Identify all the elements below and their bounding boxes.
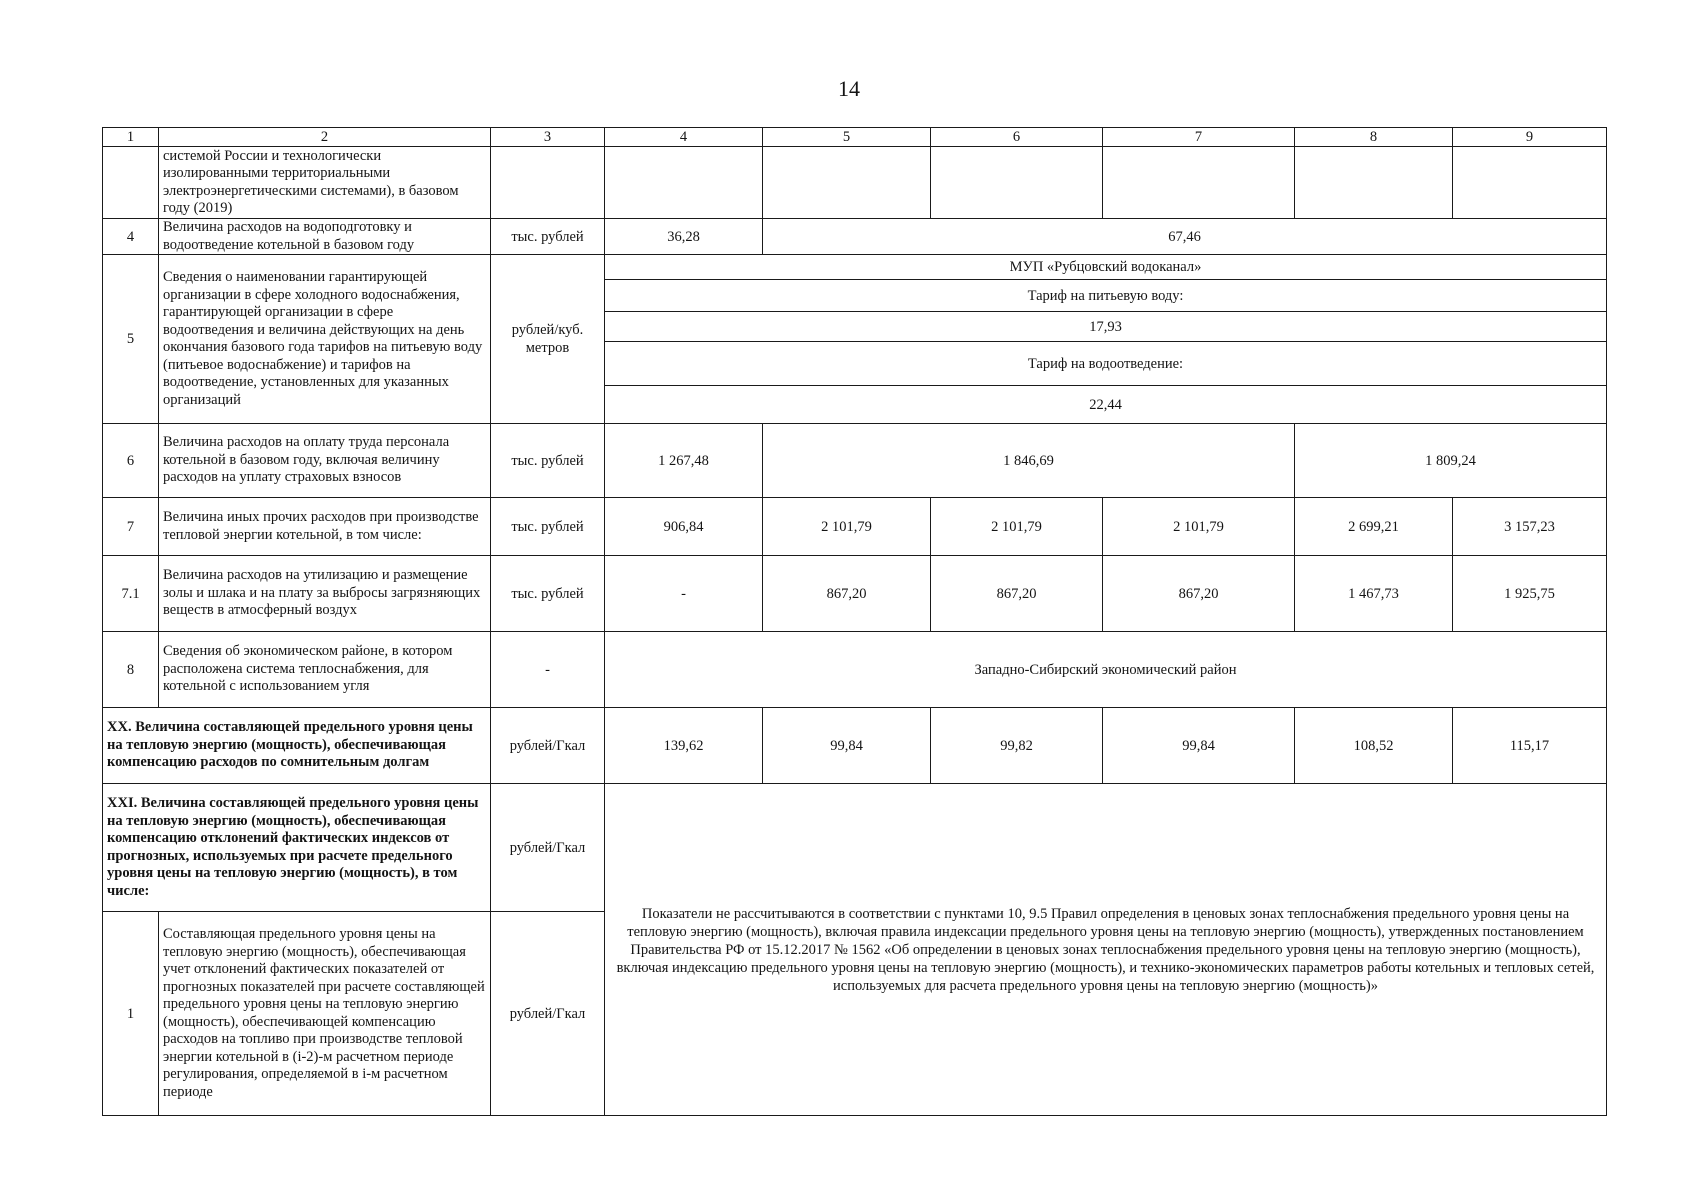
table-row-7-1 [103, 556, 1607, 632]
sewer-tariff-value: 22,44 [605, 386, 1607, 424]
header-cell: 1 [103, 128, 159, 147]
not-calculated-note: Показатели не рассчитываются в соответствии с пунктами 10, 9.5 Правил определения в ценовых зонах теплоснабжения предельного уровня цены на тепловую энергию (мощность), включая правила индексации предельного уровня цены на тепловую энергию (мощность), утвержденных постановлением Правительства РФ от 15.12.2017 № 1562 «Об определении в ценовых зонах теплоснабжения предельного уровня цены на тепловую энергию (мощность), включая индексацию предельного уровня цены на тепловую энергию (мощность), и технико-экономических параметров работы котельных и тепловых сетей, используемых для расчета предельного уровня цены на тепловую энергию (мощность)» [605, 784, 1607, 1116]
row-unit: тыс. рублей [491, 498, 605, 556]
row-unit: рублей/Гкал [491, 784, 605, 912]
row-label: системой России и технологически изолированными территориальными электроэнергетическими системами), в базовом году (2019) [159, 147, 491, 219]
row-label: Сведения об экономическом районе, в котором расположена система теплоснабжения, для котельной с использованием угля [159, 632, 491, 708]
value-cell [1103, 147, 1295, 219]
value-cell: 1 925,75 [1453, 556, 1607, 632]
value-cell: 2 101,79 [931, 498, 1103, 556]
value-cell: 115,17 [1453, 708, 1607, 784]
column-number-header [103, 128, 1607, 147]
table-row-6 [103, 424, 1607, 498]
value-cell-merged: 1 846,69 [763, 424, 1295, 498]
header-cell: 7 [1103, 128, 1295, 147]
row-number: 1 [103, 912, 159, 1116]
row-unit: тыс. рублей [491, 219, 605, 255]
value-cell: 906,84 [605, 498, 763, 556]
value-cell: 2 101,79 [763, 498, 931, 556]
section-label: XXI. Величина составляющей предельного уровня цены на тепловую энергию (мощность), обеспечивающая компенсацию отклонений фактических индексов от прогнозных, используемых при расчете предельного уровня цены на тепловую энергию (мощность), в том числе: [103, 784, 491, 912]
sewer-tariff-label: Тариф на водоотведение: [605, 342, 1607, 386]
row-unit: рублей/Гкал [491, 708, 605, 784]
header-cell: 3 [491, 128, 605, 147]
value-cell [605, 147, 763, 219]
header-cell: 8 [1295, 128, 1453, 147]
header-cell: 4 [605, 128, 763, 147]
header-cell: 5 [763, 128, 931, 147]
row-number: 7 [103, 498, 159, 556]
row-number: 8 [103, 632, 159, 708]
value-cell: 3 157,23 [1453, 498, 1607, 556]
row-number: 7.1 [103, 556, 159, 632]
section-label: XX. Величина составляющей предельного уровня цены на тепловую энергию (мощность), обеспечивающая компенсацию расходов по сомнительным долгам [103, 708, 491, 784]
water-tariff-label: Тариф на питьевую воду: [605, 280, 1607, 312]
page-number: 14 [838, 76, 860, 101]
value-cell [931, 147, 1103, 219]
header-cell: 6 [931, 128, 1103, 147]
value-cell: - [605, 556, 763, 632]
row-number: 4 [103, 219, 159, 255]
value-cell: 867,20 [763, 556, 931, 632]
row-unit: - [491, 632, 605, 708]
row-label: Сведения о наименовании гарантирующей организации в сфере холодного водоснабжения, гарантирующей организации в сфере водоотведения и величина действующих на день окончания базового года тарифов на питьевую воду (питьевое водоснабжение) и тарифов на водоотведение, установленных для указанных организаций [159, 255, 491, 424]
table-row-xxi [103, 784, 1607, 912]
value-cell: 2 101,79 [1103, 498, 1295, 556]
row-unit: тыс. рублей [491, 556, 605, 632]
value-cell: 1 267,48 [605, 424, 763, 498]
economic-region: Западно-Сибирский экономический район [605, 632, 1607, 708]
row-number [103, 147, 159, 219]
table-row-5 [103, 255, 1607, 280]
row-unit: рублей/куб. метров [491, 255, 605, 424]
row-number: 6 [103, 424, 159, 498]
value-cell: 99,84 [763, 708, 931, 784]
row-unit: рублей/Гкал [491, 912, 605, 1116]
header-cell: 9 [1453, 128, 1607, 147]
table-row-xx [103, 708, 1607, 784]
tariff-table [102, 127, 1607, 1116]
table-row-continuation [103, 147, 1607, 219]
organization-name: МУП «Рубцовский водоканал» [605, 255, 1607, 280]
value-cell [1295, 147, 1453, 219]
value-cell [763, 147, 931, 219]
value-cell: 36,28 [605, 219, 763, 255]
water-tariff-value: 17,93 [605, 312, 1607, 342]
value-cell: 99,82 [931, 708, 1103, 784]
value-cell [1453, 147, 1607, 219]
value-cell: 867,20 [931, 556, 1103, 632]
table-row-8 [103, 632, 1607, 708]
row-unit: тыс. рублей [491, 424, 605, 498]
value-cell: 99,84 [1103, 708, 1295, 784]
row-unit [491, 147, 605, 219]
value-cell-merged: 67,46 [763, 219, 1607, 255]
row-number: 5 [103, 255, 159, 424]
header-cell: 2 [159, 128, 491, 147]
value-cell: 2 699,21 [1295, 498, 1453, 556]
row-label: Величина иных прочих расходов при производстве тепловой энергии котельной, в том числе: [159, 498, 491, 556]
value-cell: 867,20 [1103, 556, 1295, 632]
row-label: Составляющая предельного уровня цены на тепловую энергию (мощность), обеспечивающая учет отклонений фактических показателей от прогнозных показателей при расчете составляющей предельного уровня цены на тепловую энергию (мощность), обеспечивающей компенсацию расходов на топливо при производстве тепловой энергии котельной в (i-2)-м расчетном периоде регулирования, определяемой в i-м расчетном периоде [159, 912, 491, 1116]
value-cell: 108,52 [1295, 708, 1453, 784]
row-label: Величина расходов на водоподготовку и водоотведение котельной в базовом году [159, 219, 491, 255]
row-label: Величина расходов на утилизацию и размещение золы и шлака и на плату за выбросы загрязняющих веществ в атмосферный воздух [159, 556, 491, 632]
value-cell: 139,62 [605, 708, 763, 784]
value-cell: 1 467,73 [1295, 556, 1453, 632]
table-row-4 [103, 219, 1607, 255]
value-cell-merged: 1 809,24 [1295, 424, 1607, 498]
row-label: Величина расходов на оплату труда персонала котельной в базовом году, включая величину расходов на уплату страховых взносов [159, 424, 491, 498]
table-row-7 [103, 498, 1607, 556]
